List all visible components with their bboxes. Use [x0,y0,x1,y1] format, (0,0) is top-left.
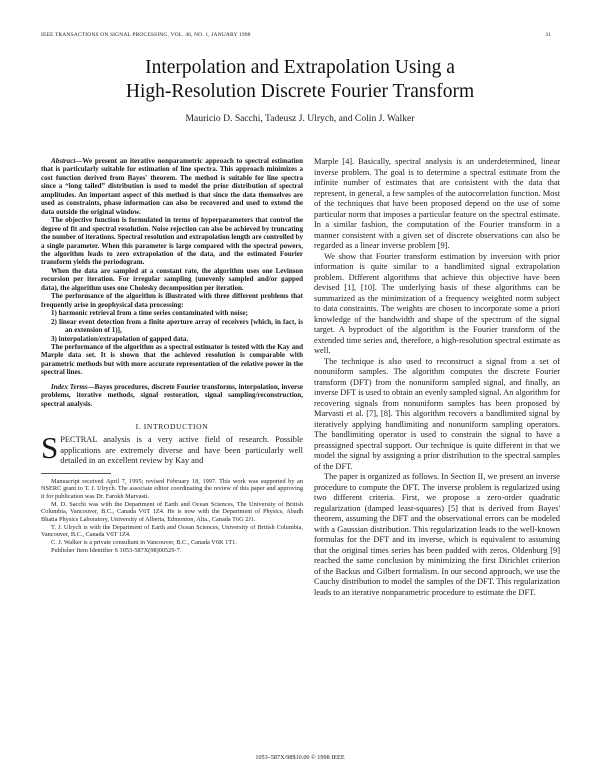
running-header: IEEE TRANSACTIONS ON SIGNAL PROCESSING, VOL. 46, NO. 1, JANUARY 1998 [41,32,251,38]
intro-text: PECTRAL analysis is a very active field of research. Possible applications are extremely diverse and have been particularly well detailed in an excellent review by Kay and [60,435,303,466]
index-terms: Index Terms—Bayes procedures, discrete Fourier transforms, interpolation, inverse problems, iterative methods, signal restoration, signal sampling/reconstruction, spectral analysis. [41,382,303,408]
page-number: 31 [545,32,551,38]
abstract-paragraph-2: The objective function is formulated in terms of hyperparameters that control the degree of fit and spectral resolution. Noise rejection can also be achieved by truncating the number of iterations. Spectral resolution and extrapolation length are controlled by a single parameter. When this parameter is large compared with the spectral powers, the algorithm leads to zero extrapolation of the data, and the estimated Fourier transform yields the periodogram. [41,216,303,267]
index-terms-text: Bayes procedures, discrete Fourier transforms, interpolation, inverse problems, iterative methods, signal restoration, signal sampling/reconstruction, spectral analysis. [41,382,303,408]
copyright-footer: 1053–587X/98$10.00 © 1998 IEEE [255,754,345,761]
abstract-lead: Abstract [51,157,76,165]
body-paragraph-1: Marple [4]. Basically, spectral analysis is an underdetermined, linear inverse problem. The goal is to determine a spectral estimate from the infinite number of estimates that are consistent with the data that represent, in general, a few samples of the autocorrelation function. Most of the techniques that have been proposed depend on the use of some particular norm that imposes a particular feature on the spectral estimate. In a similar fashion, the computation of the Fourier transform in a manner consistent with a given set of discrete observations can also be regarded as a linear inverse problem [9]. [314,157,560,250]
abstract-paragraph-3: When the data are sampled at a constant rate, the algorithm uses one Levinson recursion per iteration. For irregular sampling (unevenly sampled and/or gapped data), the algorithm uses one Cholesky decomposition per iteration. [41,266,303,292]
title-line-1: Interpolation and Extrapolation Using a [145,57,455,78]
abstract-paragraph-1: Abstract—We present an iterative nonparametric approach to spectral estimation that is particularly suitable for estimation of line spectra. This approach minimizes a cost function derived from Bayes' theorem. The method is suitable for line spectra since a “long tailed” distribution is used to model the prior distribution of spectral amplitudes. An important aspect of this method is that since the data themselves are used as constraints, phase information can also be recovered and used to extend the data outside the original window. [41,157,303,216]
footnote-sacchi: M. D. Sacchi was with the Department of Earth and Ocean Sciences, The University of British Columbia, Vancouver, B.C., Canada V6T 1Z4. He is now with the Department of Physics, Abadh Bhatia Physics Laboratory, University of Alberta, Edmonton, Alta., Canada T6G 2J1. [41,500,303,523]
drop-cap: S [41,430,59,466]
list-item: 2) linear event detection from a finite aperture array of receivers [which, in fact, is an extension of 1)], [51,317,303,335]
abstract-problem-list [41,309,303,343]
footnote-walker: C. J. Walker is a private consultant in Vancouver, B.C., Canada V6K 1T1. [51,538,237,546]
list-item: 3) interpolation/extrapolation of gapped data. [51,334,189,343]
footnote-divider [41,473,111,474]
footnote-publisher-id: Publisher Item Identifier S 1053-587X(98)00529-7. [51,546,182,554]
author-list: Mauricio D. Sacchi, Tadeusz J. Ulrych, and Colin J. Walker [185,113,415,124]
right-column [314,157,560,598]
left-column [41,147,303,554]
abstract-paragraph-4: The performance of the algorithm is illustrated with three different problems that frequently arise in geophysical data processing: [41,292,303,309]
body-paragraph-3: The technique is also used to reconstruct a signal from a set of nonuniform samples. The algorithm computes the discrete Fourier transform (DFT) from the nonuniform sampled signal, and finally, an inverse DFT is used to obtain an evenly sampled signal. An algorithm for recovering signals from nonuniform samples has been proposed by Marvasti et al. [7], [8]. This algorithm recovers a bandlimited signal by iteratively applying bandlimiting and nonuniform sampling operators. The bandlimiting operator is used to constrain the signal to have a preassigned spectral support. Our technique is quite different in that we model the signal by assigning a prior distribution to the spectral samples of the DFT. [314,356,560,471]
body-paragraph-4: The paper is organized as follows. In Section II, we present an inverse procedure to compute the DFT. The inverse problem is regularized using two different criteria. First, we propose a zero-order quadratic regularization (damped least-squares) [5] that is derived from Bayes' theorem, assuming the DFT and the observational errors can be modeled with a Gaussian distribution. This regularization leads to the well-known formulas for the DFT and its inverse, which is equivalent to assuming that the original times series has been padded with zeros. Oldenburg [9] reached the same conclusion by minimizing the first Dirichlet criterion of the Backus and Gilbert formalism. In our second approach, we use the Cauchy distribution to model the samples of the DFT. This regularization leads to an iterative nonparametric procedure to estimate the DFT. [314,472,560,597]
section-heading-introduction: I. INTRODUCTION [135,422,209,432]
abstract-p1-text: We present an iterative nonparametric approach to spectral estimation that is particularly suitable for estimation of line spectra. This approach minimizes a cost function derived from Bayes' theorem. The method is suitable for line spectra since a “long tailed” distribution is used to model the prior distribution of spectral amplitudes. An important aspect of this method is that since the data themselves are used as constraints, phase information can also be recovered and used to extend the data outside the original window. [41,157,303,216]
paper-title [40,56,560,104]
title-line-2: High-Resolution Discrete Fourier Transform [125,81,475,102]
body-paragraph-2: We show that Fourier transform estimation by inversion with prior information is quite similar to a bandlimited signal extrapolation problem. Different algorithms that achieve this objective have been devised [1], [10]. The underlying basis of these algorithms can be summarized as the minimization of a frequency weighted norm subject to data constraints. The weights are chosen to incorporate some a priori knowledge of the bandwidth and shape of the spectrum of the signal target. A byproduct of the algorithm is the Fourier transform of the extended time series and, therefore, a high-resolution spectral estimate as well. [314,251,560,355]
footnote-ulrych: T. J. Ulrych is with the Department of Earth and Ocean Sciences, University of British Columbia, Vancouver, B.C., Canada V6T 1Z4. [41,523,303,539]
index-terms-lead: Index Terms [51,382,88,391]
abstract-paragraph-5: The performance of the algorithm as a spectral estimator is tested with the Kay and Marple data set. It is shown that the achieved resolution is comparable with parametric methods but with more accurate representation of the relative power in the spectral lines. [41,342,303,377]
footnote-manuscript: Manuscript received April 7, 1995; revised February 18, 1997. This work was supported by an NSERC grant to T. J. Ulrych. The associate editor coordinating the review of this paper and approving it for publication was Dr. Farokh Marvasti. [41,477,303,500]
list-item: 1) harmonic retrieval from a time series contaminated with noise; [51,309,248,318]
intro-paragraph [41,430,303,467]
